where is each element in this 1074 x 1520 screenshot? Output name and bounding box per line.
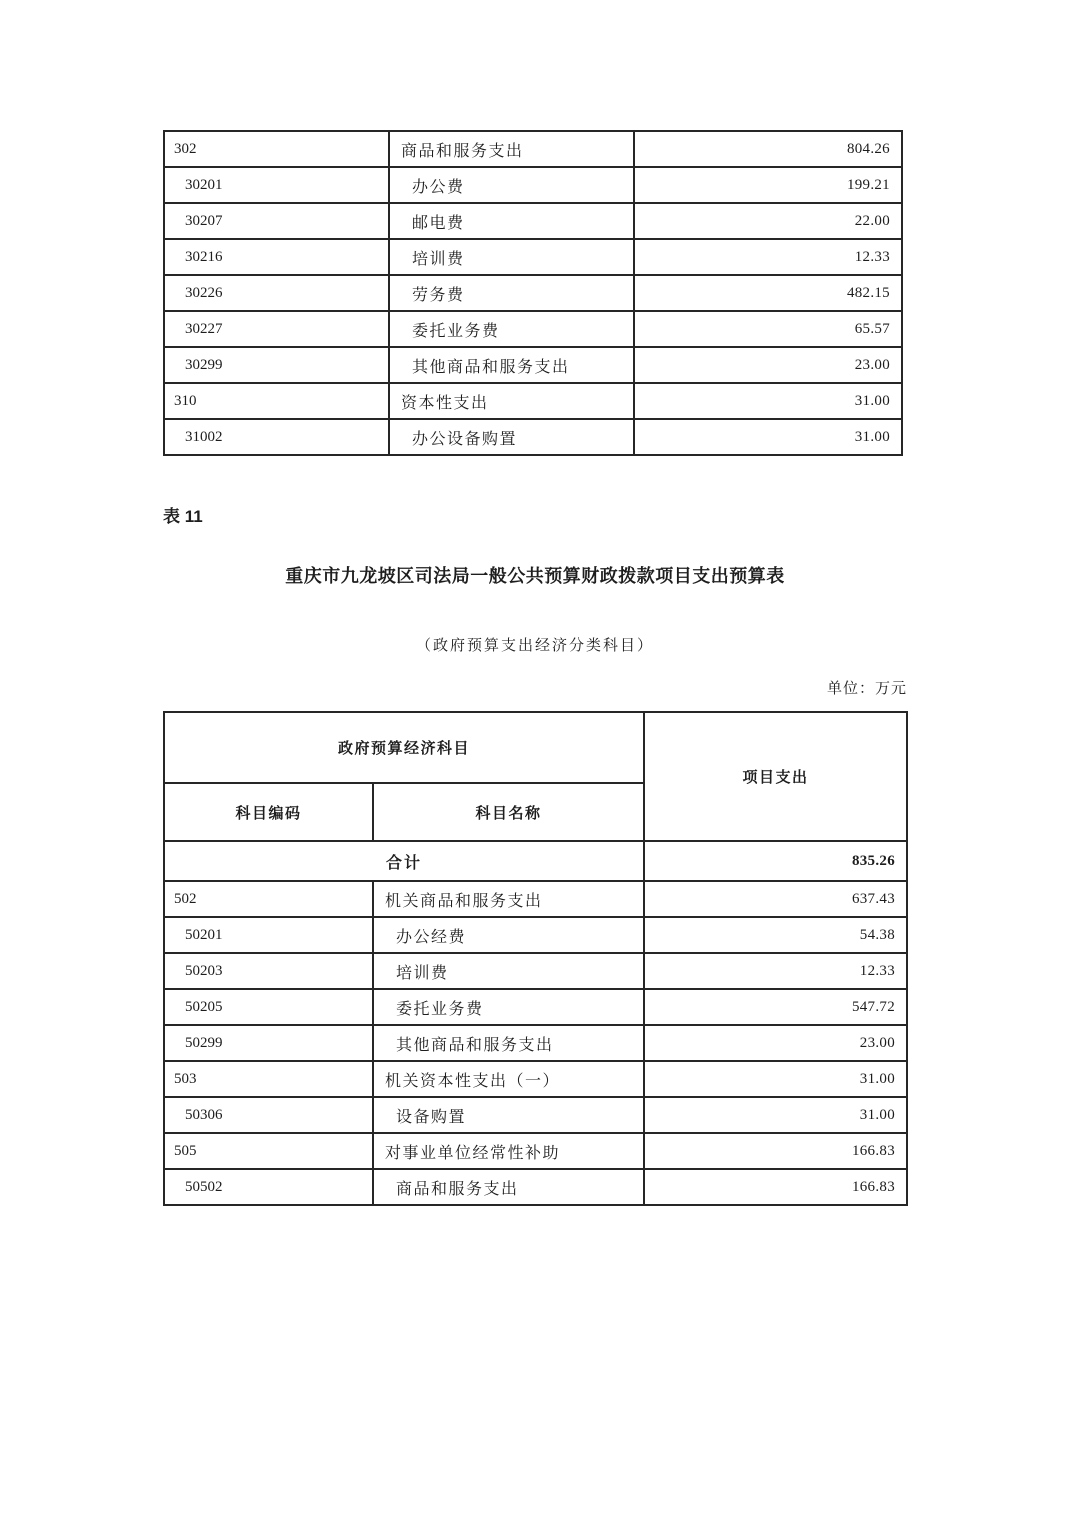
total-amount-cell: 835.26 xyxy=(644,841,907,881)
amount-cell: 31.00 xyxy=(634,383,902,419)
name-cell: 资本性支出 xyxy=(389,383,634,419)
name-cell: 委托业务费 xyxy=(373,989,644,1025)
name-cell: 商品和服务支出 xyxy=(389,131,634,167)
name-cell: 委托业务费 xyxy=(389,311,634,347)
name-cell: 商品和服务支出 xyxy=(373,1169,644,1205)
code-cell: 302 xyxy=(164,131,389,167)
total-label-cell: 合计 xyxy=(164,841,644,881)
amount-cell: 547.72 xyxy=(644,989,907,1025)
table-row xyxy=(164,239,902,275)
header-group-cell: 政府预算经济科目 xyxy=(164,712,644,783)
name-cell: 设备购置 xyxy=(373,1097,644,1133)
name-cell: 办公费 xyxy=(389,167,634,203)
table-row xyxy=(164,989,907,1025)
name-cell: 对事业单位经常性补助 xyxy=(373,1133,644,1169)
table-row xyxy=(164,311,902,347)
unit-note: 单位：万元 xyxy=(826,681,907,697)
code-cell: 30207 xyxy=(164,203,389,239)
table-row xyxy=(164,1025,907,1061)
name-cell: 办公设备购置 xyxy=(389,419,634,455)
amount-cell: 31.00 xyxy=(644,1061,907,1097)
amount-cell: 637.43 xyxy=(644,881,907,917)
table-row xyxy=(164,1097,907,1133)
code-cell: 50502 xyxy=(164,1169,373,1205)
name-cell: 其他商品和服务支出 xyxy=(373,1025,644,1061)
table-row xyxy=(164,347,902,383)
page-title: 重庆市九龙坡区司法局一般公共预算财政拨款项目支出预算表 xyxy=(285,566,785,586)
amount-cell: 199.21 xyxy=(634,167,902,203)
code-cell: 30299 xyxy=(164,347,389,383)
table-row xyxy=(164,131,902,167)
code-cell: 30226 xyxy=(164,275,389,311)
header-amount-cell: 项目支出 xyxy=(644,712,907,841)
code-cell: 503 xyxy=(164,1061,373,1097)
code-cell: 502 xyxy=(164,881,373,917)
project-expenditure-table xyxy=(163,711,908,1206)
amount-cell: 482.15 xyxy=(634,275,902,311)
code-cell: 505 xyxy=(164,1133,373,1169)
amount-cell: 166.83 xyxy=(644,1169,907,1205)
table-row xyxy=(164,917,907,953)
table-row xyxy=(164,1133,907,1169)
code-cell: 310 xyxy=(164,383,389,419)
table-row xyxy=(164,275,902,311)
amount-cell: 23.00 xyxy=(644,1025,907,1061)
table-row xyxy=(164,203,902,239)
header-group-row xyxy=(164,712,907,783)
amount-cell: 23.00 xyxy=(634,347,902,383)
code-cell: 30227 xyxy=(164,311,389,347)
amount-cell: 54.38 xyxy=(644,917,907,953)
code-cell: 50201 xyxy=(164,917,373,953)
table-row xyxy=(164,881,907,917)
name-cell: 培训费 xyxy=(389,239,634,275)
table-row xyxy=(164,419,902,455)
code-cell: 30201 xyxy=(164,167,389,203)
table-row xyxy=(164,167,902,203)
code-cell: 50306 xyxy=(164,1097,373,1133)
amount-cell: 12.33 xyxy=(644,953,907,989)
name-cell: 邮电费 xyxy=(389,203,634,239)
table-row xyxy=(164,1169,907,1205)
table-row xyxy=(164,953,907,989)
header-name-cell: 科目名称 xyxy=(373,783,644,841)
table-row xyxy=(164,383,902,419)
amount-cell: 31.00 xyxy=(644,1097,907,1133)
table-label: 表 11 xyxy=(163,507,203,526)
code-cell: 30216 xyxy=(164,239,389,275)
amount-cell: 166.83 xyxy=(644,1133,907,1169)
total-row xyxy=(164,841,907,881)
code-cell: 50203 xyxy=(164,953,373,989)
code-cell: 50299 xyxy=(164,1025,373,1061)
name-cell: 机关资本性支出（一） xyxy=(373,1061,644,1097)
name-cell: 培训费 xyxy=(373,953,644,989)
name-cell: 机关商品和服务支出 xyxy=(373,881,644,917)
name-cell: 劳务费 xyxy=(389,275,634,311)
amount-cell: 65.57 xyxy=(634,311,902,347)
header-code-cell: 科目编码 xyxy=(164,783,373,841)
page-content xyxy=(163,130,907,1206)
code-cell: 31002 xyxy=(164,419,389,455)
name-cell: 办公经费 xyxy=(373,917,644,953)
amount-cell: 804.26 xyxy=(634,131,902,167)
amount-cell: 31.00 xyxy=(634,419,902,455)
name-cell: 其他商品和服务支出 xyxy=(389,347,634,383)
budget-table-continued xyxy=(163,130,903,456)
amount-cell: 22.00 xyxy=(634,203,902,239)
page-subtitle: （政府预算支出经济分类科目） xyxy=(415,638,654,654)
code-cell: 50205 xyxy=(164,989,373,1025)
table-row xyxy=(164,1061,907,1097)
amount-cell: 12.33 xyxy=(634,239,902,275)
